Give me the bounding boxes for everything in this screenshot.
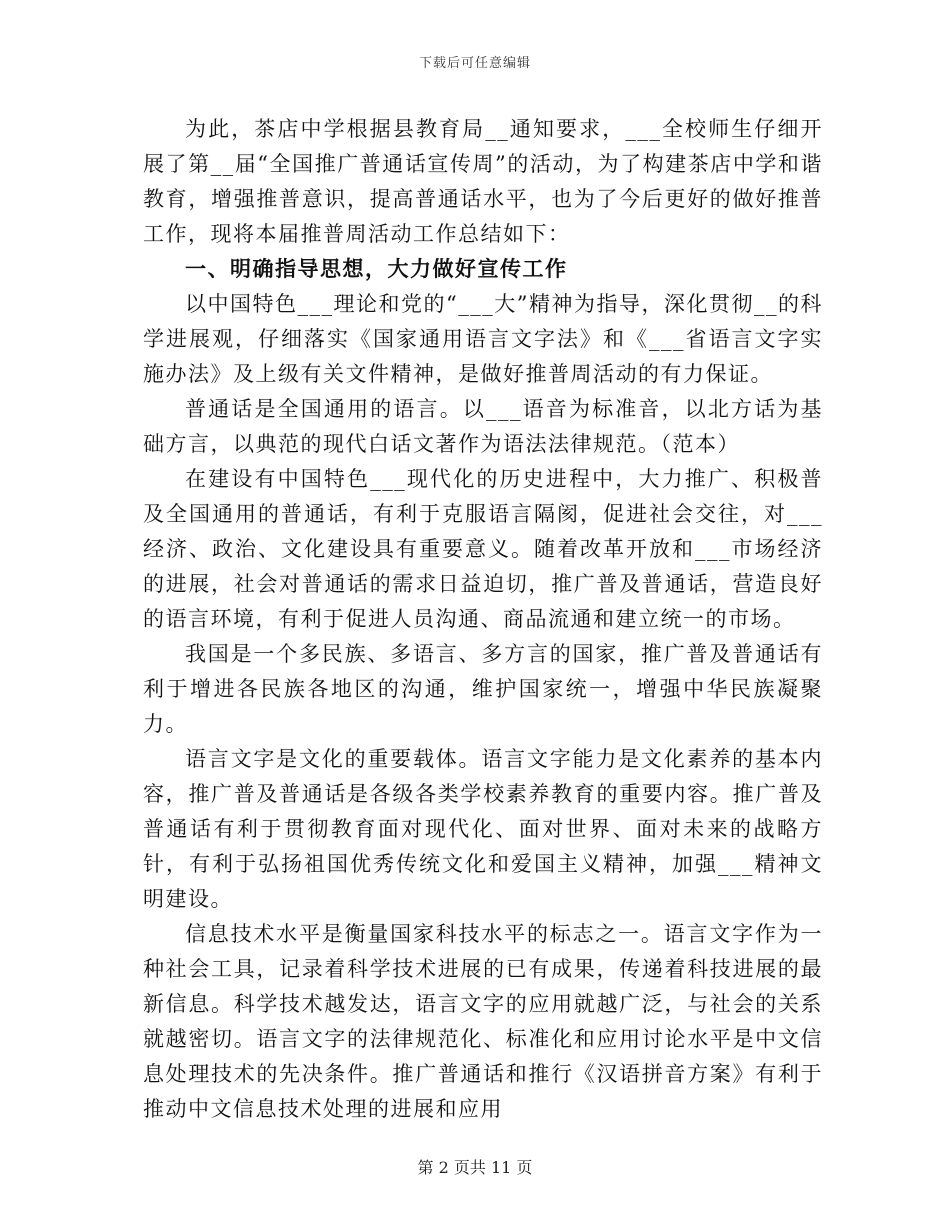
document-body [143, 112, 823, 1127]
section-heading: 一、明确指导思想，大力做好宣传工作 [185, 257, 568, 281]
body-paragraph: 语言文字是文化的重要载体。语言文字能力是文化素养的基本内容，推广普及普通话是各级各类学校素养教育的重要内容。推广普及普通话有利于贯彻教育面对现代化、面对世界、面对未来的战略方针，有利于弘扬祖国优秀传统文化和爱国主义精神，加强___精神文明建设。 [143, 747, 823, 911]
body-paragraph: 信息技术水平是衡量国家科技水平的标志之一。语言文字作为一种社会工具，记录着科学技术进展的已有成果，传递着科技进展的最新信息。科学技术越发达，语言文字的应用就越广泛，与社会的关系就越密切。语言文字的法律规范化、标准化和应用讨论水平是中文信息处理技术的先决条件。推广普通话和推行《汉语拼音方案》有利于推动中文信息技术处理的进展和应用 [143, 922, 823, 1121]
body-paragraph: 以中国特色___理论和党的“___大”精神为指导，深化贯彻__的科学进展观，仔细落实《国家通用语言文字法》和《___省语言文字实施办法》及上级有关文件精神，是做好推普周活动的有力保证。 [143, 292, 823, 386]
body-paragraph: 我国是一个多民族、多语言、多方言的国家，推广普及普通话有利于增进各民族各地区的沟通，维护国家统一，增强中华民族凝聚力。 [143, 642, 823, 736]
body-paragraph: 在建设有中国特色___现代化的历史进程中，大力推广、积极普及全国通用的普通话，有利于克服语言隔阂，促进社会交往，对___经济、政治、文化建设具有重要意义。随着改革开放和___市场经济的进展，社会对普通话的需求日益迫切，推广普及普通话，营造良好的语言环境，有利于促进人员沟通、商品流通和建立统一的市场。 [143, 467, 823, 631]
page-number: 第 2 页共 11 页 [417, 1158, 533, 1177]
intro-paragraph: 为此，茶店中学根据县教育局__通知要求，___全校师生仔细开展了第__届“全国推广普通话宣传周”的活动，为了构建茶店中学和谐教育，增强推普意识，提高普通话水平，也为了今后更好的做好推普工作，现将本届推普周活动工作总结如下： [143, 117, 823, 246]
page-header: 下载后可任意编辑 [418, 56, 531, 71]
body-paragraph: 普通话是全国通用的语言。以___语音为标准音，以北方话为基础方言，以典范的现代白话文著作为语法法律规范。（范本） [143, 397, 823, 456]
